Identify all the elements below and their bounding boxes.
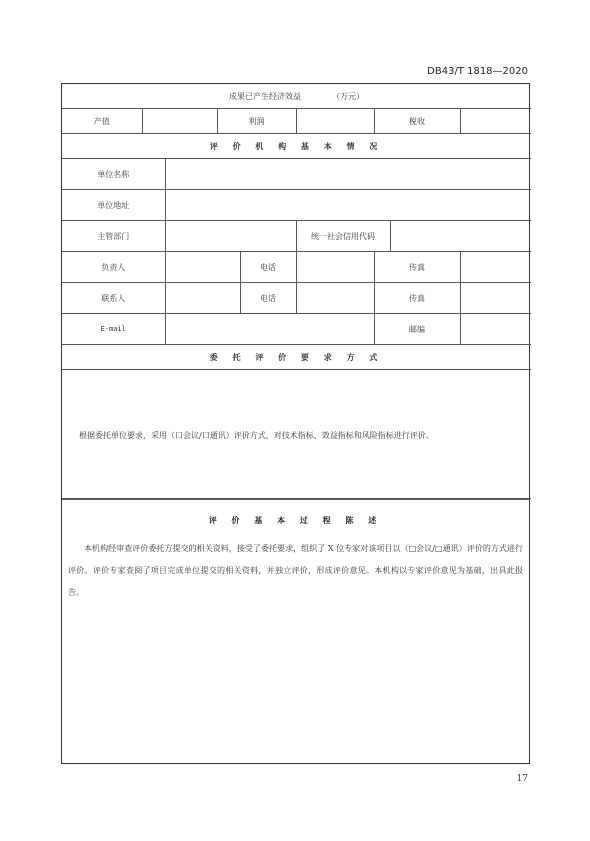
email-label: E-mail [62,314,165,345]
output-value-cell[interactable] [142,109,217,134]
postcode-field[interactable] [460,314,531,345]
process-section-title: 评 价 基 本 过 程 陈 述 [208,515,383,525]
org-address-label: 单位地址 [62,190,165,221]
process-text: 本机构经审查评价委托方提交的相关资料，接受了委托要求，组织了 X 位专家对该项目以（□会议/□通讯）评价的方式进行评价。评价专家查阅了项目完成单位提交的相关资料，并独立评价，形成评价意见。本机构以专家评价意见为基础，出具此报告。 [68,544,523,597]
fax2-label: 传真 [374,283,460,314]
dept-label: 主管部门 [62,221,165,252]
phone-label: 电话 [240,252,296,283]
request-body [62,370,531,498]
fax-label: 传真 [374,252,460,283]
head-row [62,252,531,283]
credit-code-field[interactable] [390,221,531,252]
fax-field[interactable] [460,252,531,283]
benefit-title-text: 成果已产生经济效益 [229,91,301,101]
org-name-field[interactable] [165,159,531,190]
tax-label: 税收 [374,109,460,134]
request-body-cell [62,370,531,499]
evaluation-form [61,83,530,764]
contact-label: 联系人 [62,283,165,314]
phone2-label: 电话 [240,283,296,314]
org-name-row [62,159,531,190]
org-section-title: 评 价 机 构 基 本 情 况 [62,134,531,159]
fax2-field[interactable] [460,283,531,314]
head-label: 负责人 [62,252,165,283]
benefit-values-row [62,109,531,134]
postcode-label: 邮编 [374,314,460,345]
form-table [62,84,531,499]
tax-value-cell[interactable] [460,109,531,134]
org-address-row [62,190,531,221]
process-section [62,499,529,749]
document-code: DB43/T 1818—2020 [427,66,528,77]
email-row [62,314,531,345]
email-field[interactable] [165,314,374,345]
request-section-row [62,345,531,370]
request-section-title: 委 托 评 价 要 求 方 式 [62,345,531,370]
benefit-unit: （万元） [332,91,365,101]
head-field[interactable] [165,252,240,283]
credit-code-label: 统一社会信用代码 [296,221,390,252]
dept-field[interactable] [165,221,296,252]
output-label: 产值 [62,109,142,134]
profit-label: 利润 [217,109,296,134]
page-number: 17 [516,774,528,784]
phone2-field[interactable] [296,283,374,314]
contact-row [62,283,531,314]
benefit-title [62,84,531,109]
contact-field[interactable] [165,283,240,314]
org-address-field[interactable] [165,190,531,221]
org-section-row [62,134,531,159]
org-dept-row [62,221,531,252]
request-body-row [62,370,531,499]
profit-value-cell[interactable] [296,109,374,134]
phone-field[interactable] [296,252,374,283]
request-text: 根据委托单位要求，采用（口会议/口通讯）评价方式，对技术指标、效益指标和风险指标进行评价。 [79,431,434,440]
benefit-title-row [62,84,531,109]
org-name-label: 单位名称 [62,159,165,190]
